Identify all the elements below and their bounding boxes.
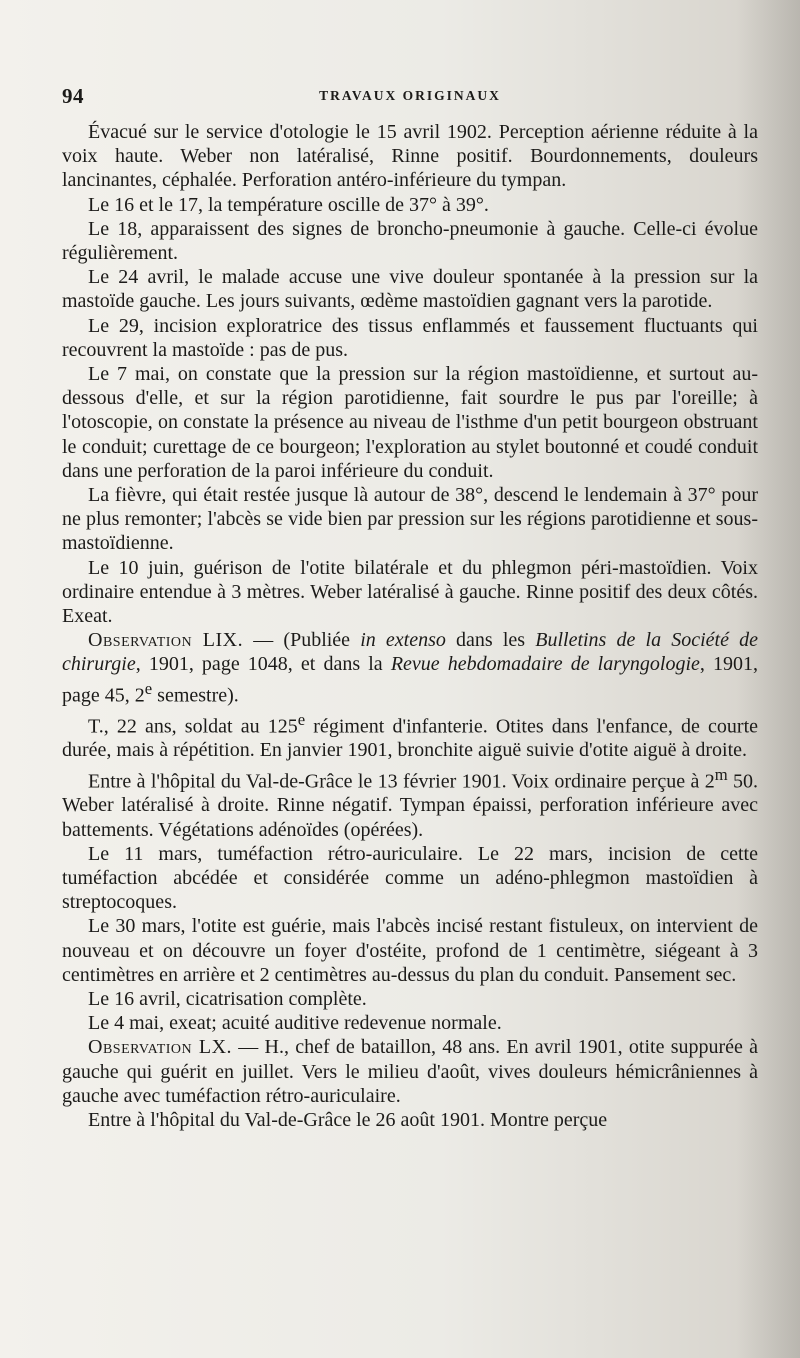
body-text — [62, 120, 758, 1132]
paragraph-text: T., 22 ans, soldat au 125 — [88, 715, 298, 738]
observation-60-paragraph — [62, 1035, 758, 1108]
paragraph-text: 50. Weber latéralisé à droite. Rinne négatif. Tympan épaissi, perforation inférieure avec battements. Végétations adénoïdes (opérées). — [62, 770, 759, 841]
observation-59-text: dans les — [445, 629, 536, 652]
observation-59-paragraph — [62, 628, 758, 707]
observation-60-label: Observation LX. — [88, 1036, 233, 1059]
paragraph: Le 11 mars, tuméfaction rétro-auriculaire. Le 22 mars, incision de cette tuméfaction abcédée et considérée comme un adéno-phlegmon mastoïdien à streptocoques. — [62, 842, 758, 914]
page-number: 94 — [62, 84, 84, 108]
observation-59-text: , 1901, page 1048, et dans la — [135, 653, 391, 676]
observation-59-text: , 1901, page 45, 2 — [62, 653, 759, 707]
observation-59-text: semestre). — [152, 684, 239, 707]
superscript: m — [714, 764, 728, 784]
paragraph: Évacué sur le service d'otologie le 15 avril 1902. Perception aérienne réduite à la voix haute. Weber non latéralisé, Rinne positif. Bourdonnements, douleurs lancinantes, céphalée. Perforation antéro-inférieure du tympan. — [62, 121, 758, 192]
paragraph: Le 24 avril, le malade accuse une vive douleur spontanée à la pression sur la mastoïde gauche. Les jours suivants, œdème mastoïdien gagnant vers la parotide. — [62, 266, 758, 313]
paragraph-text: Entre à l'hôpital du Val-de-Grâce le 13 février 1901. Voix ordinaire perçue à 2 — [88, 770, 715, 793]
paragraph: Le 30 mars, l'otite est guérie, mais l'abcès incisé restant fistuleux, on intervient de nouveau et on découvre un foyer d'ostéite, profond de 1 centimètre, siégeant à 3 centimètres en arrière et 2 centimètres au-dessus du plan du conduit. Pansement sec. — [62, 915, 758, 986]
paragraph: Le 29, incision exploratrice des tissus enflammés et faussement fluctuants qui recouvrent la mastoïde : pas de pus. — [62, 314, 758, 361]
paragraph: Le 7 mai, on constate que la pression sur la région mastoïdienne, et surtout au-dessous d'elle, et sur la région parotidienne, fait sourdre le pus par l'oreille; à l'otoscopie, on constate la présence au niveau de l'isthme d'un petit bourgeon obstruant le conduit; curettage de ce bourgeon; l'exploration au stylet boutonné et coudé conduit dans une perforation de la paroi inférieure du conduit. — [62, 363, 758, 482]
paragraph-text: régiment d'infanterie. Otites dans l'enfance, de courte durée, mais à répétition. En janvier 1901, bronchite aiguë suivie d'otite aiguë à droite. — [62, 715, 759, 762]
superscript: e — [144, 678, 153, 698]
observation-59-journal-title: Bulletins de la Société de chirurgie — [62, 629, 758, 676]
observation-59-emphasis: in extenso — [360, 629, 446, 652]
paragraph: Le 18, apparaissent des signes de broncho-pneumonie à gauche. Celle-ci évolue régulièrement. — [62, 217, 758, 265]
paragraph — [62, 708, 758, 763]
paragraph: Le 16 et le 17, la température oscille de 37° à 39°. — [88, 193, 489, 216]
running-head: TRAVAUX ORIGINAUX — [319, 88, 501, 103]
observation-59-text: — (Publiée — [243, 629, 361, 652]
paragraph: Entre à l'hôpital du Val-de-Grâce le 26 août 1901. Montre perçue — [88, 1109, 608, 1132]
paragraph: Le 10 juin, guérison de l'otite bilatérale et du phlegmon péri-mastoïdien. Voix ordinaire entendue à 3 mètres. Weber latéralisé à gauche. Rinne positif des deux côtés. Exeat. — [62, 556, 758, 628]
observation-60-text: — H., chef de bataillon, 48 ans. En avril 1901, otite suppurée à gauche qui guérit en juillet. Vers le milieu d'août, vives douleurs hémicrâniennes à gauche avec tuméfaction rétro-auriculaire. — [62, 1036, 759, 1107]
superscript: e — [297, 709, 306, 729]
paragraph: La fièvre, qui était restée jusque là autour de 38°, descend le lendemain à 37° pour ne plus remonter; l'abcès se vide bien par pression sur les régions parotidienne et sous-mastoïdienne. — [62, 484, 758, 555]
paragraph: Le 16 avril, cicatrisation complète. — [88, 988, 367, 1011]
observation-59-journal-title: Revue hebdomadaire de laryngologie — [390, 653, 700, 676]
paragraph: Le 4 mai, exeat; acuité auditive redevenue normale. — [88, 1012, 502, 1035]
observation-59-label: Observation LIX. — [88, 629, 244, 652]
page-header — [62, 80, 758, 120]
paragraph — [62, 763, 758, 842]
